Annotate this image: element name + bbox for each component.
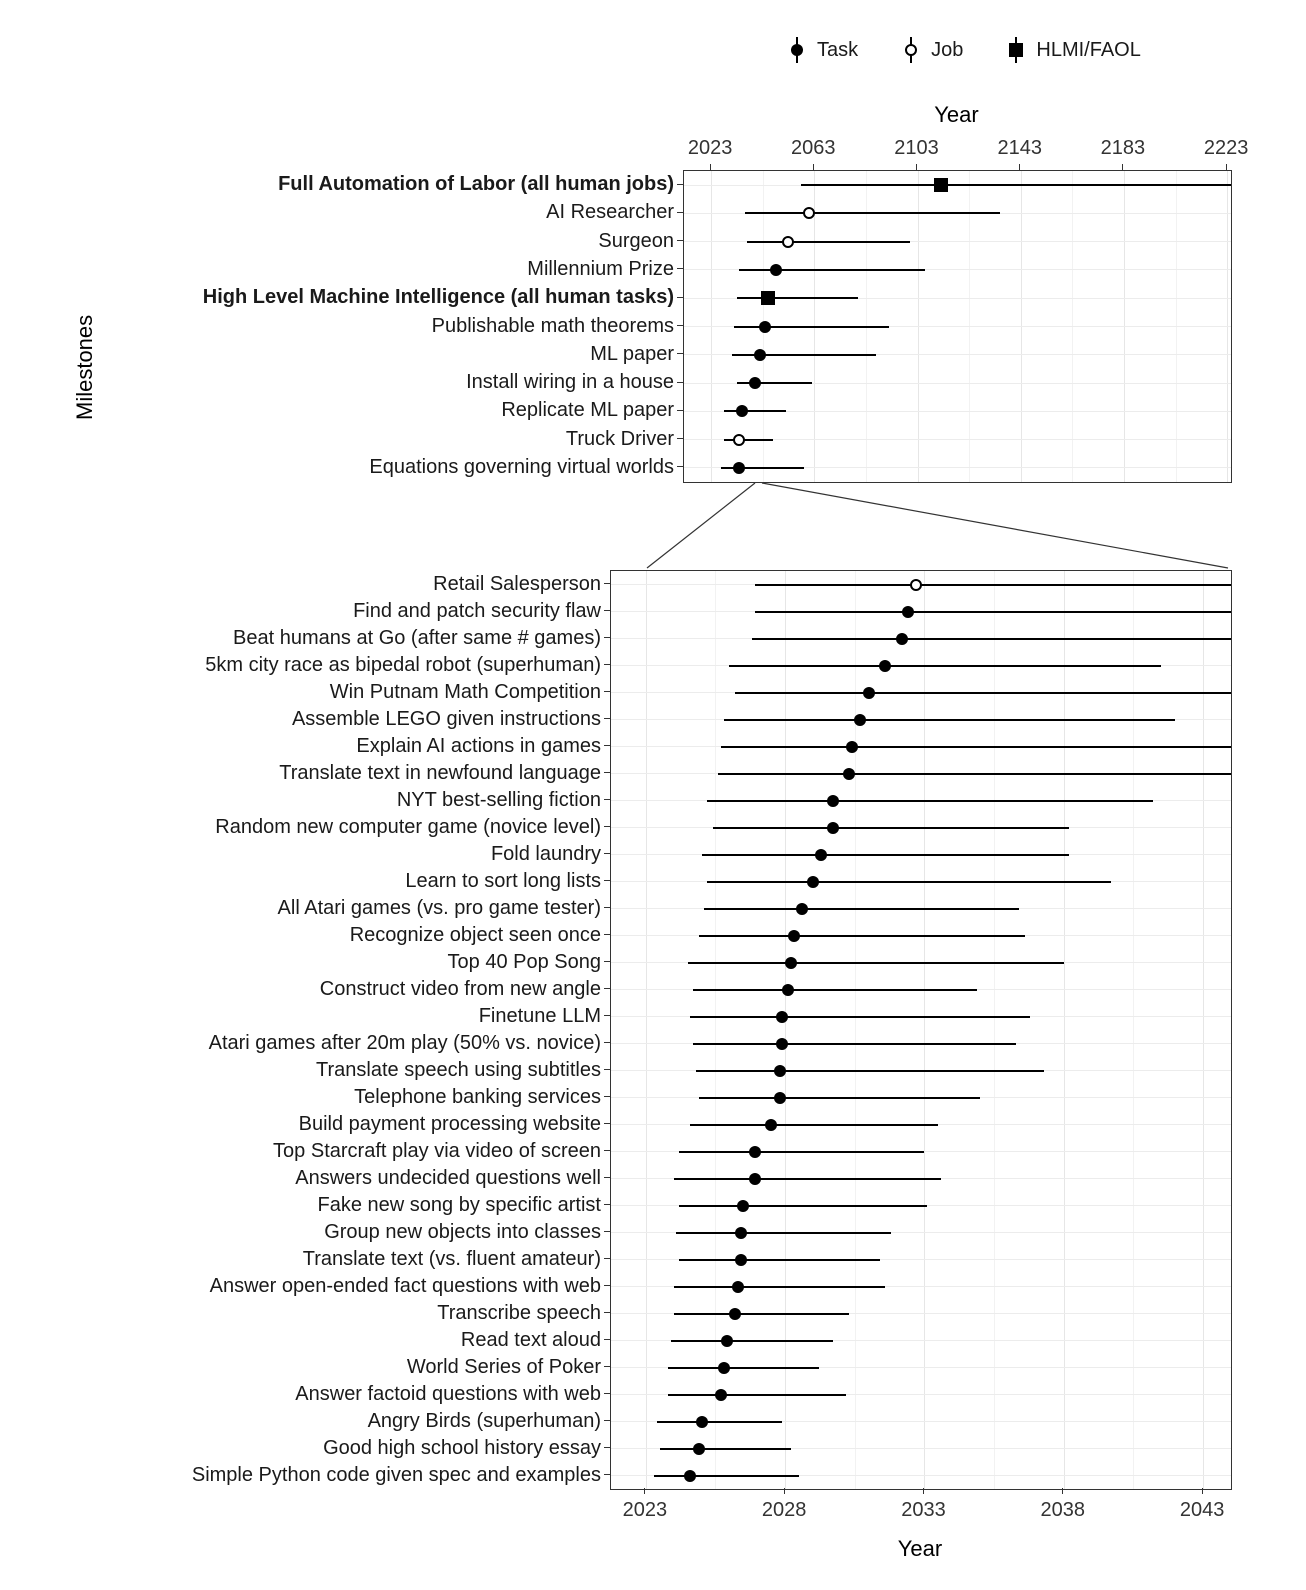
y-tick-mark	[604, 1447, 610, 1448]
milestone-marker-task	[776, 1038, 788, 1050]
milestone-label: Find and patch security flaw	[353, 599, 601, 622]
major-gridline	[924, 571, 925, 1489]
x-tick-label: 2028	[761, 1499, 807, 1521]
milestone-label: Telephone banking services	[354, 1085, 601, 1108]
y-axis-title: Milestones	[72, 314, 97, 420]
milestone-range	[679, 1151, 924, 1153]
milestone-label: Surgeon	[598, 229, 674, 252]
milestone-label: Top Starcraft play via video of screen	[273, 1139, 601, 1162]
milestone-marker-job	[910, 579, 922, 591]
milestone-label: Equations governing virtual worlds	[369, 455, 674, 478]
y-tick-mark	[604, 718, 610, 719]
milestone-label: Publishable math theorems	[431, 314, 674, 337]
y-tick-mark	[604, 772, 610, 773]
y-tick-mark	[677, 297, 683, 298]
y-tick-mark	[604, 934, 610, 935]
milestone-marker-task	[854, 714, 866, 726]
x-tick-mark	[1122, 164, 1123, 170]
milestone-range	[699, 935, 1025, 937]
legend-item-hlmi-faol	[1005, 35, 1140, 65]
milestone-label: Good high school history essay	[323, 1436, 601, 1459]
legend-label-job: Job	[931, 38, 964, 61]
legend-label-hlmi-faol: HLMI/FAOL	[1036, 38, 1141, 61]
y-tick-mark	[604, 988, 610, 989]
x-tick-label: 2038	[1040, 1499, 1086, 1521]
milestone-marker-job	[782, 236, 794, 248]
y-tick-mark	[604, 745, 610, 746]
y-tick-mark	[677, 325, 683, 326]
milestone-marker-task	[735, 1227, 747, 1239]
milestone-label: Millennium Prize	[527, 257, 674, 280]
milestone-range	[668, 1394, 846, 1396]
milestone-marker-task	[843, 768, 855, 780]
milestone-label: Read text aloud	[460, 1328, 601, 1351]
milestone-label: Simple Python code given spec and examples	[191, 1463, 601, 1486]
milestone-label: Fold laundry	[490, 842, 601, 865]
milestone-label: Retail Salesperson	[433, 572, 601, 595]
milestone-range	[752, 638, 1232, 640]
milestone-label: Learn to sort long lists	[405, 869, 601, 892]
y-tick-mark	[604, 1015, 610, 1016]
minor-gridline	[715, 571, 716, 1489]
y-tick-mark	[604, 1231, 610, 1232]
milestone-range	[724, 439, 773, 441]
y-tick-mark	[604, 1474, 610, 1475]
milestone-marker-task	[749, 377, 761, 389]
x-tick-label: 2183	[1100, 137, 1146, 159]
y-tick-mark	[677, 268, 683, 269]
milestone-range	[676, 1232, 891, 1234]
x-tick-mark	[710, 164, 711, 170]
milestone-marker-job	[733, 434, 745, 446]
milestone-marker-task	[749, 1173, 761, 1185]
milestone-marker-task	[696, 1416, 708, 1428]
milestone-label: NYT best-selling fiction	[396, 788, 601, 811]
milestone-label: Build payment processing website	[298, 1112, 601, 1135]
milestone-label: Atari games after 20m play (50% vs. novice)	[208, 1031, 601, 1054]
milestone-marker-task	[788, 930, 800, 942]
milestone-range	[668, 1367, 818, 1369]
milestone-label: Random new computer game (novice level)	[215, 815, 601, 838]
milestone-range	[724, 719, 1175, 721]
milestone-label: Beat humans at Go (after same # games)	[233, 626, 601, 649]
milestone-range	[707, 800, 1153, 802]
milestone-marker-task	[902, 606, 914, 618]
milestone-marker-task	[733, 462, 745, 474]
milestone-label: Translate speech using subtitles	[316, 1058, 601, 1081]
milestone-marker-task	[846, 741, 858, 753]
x-tick-label: 2063	[791, 137, 836, 159]
milestone-range	[718, 773, 1232, 775]
milestone-range	[735, 692, 1232, 694]
milestone-marker-task	[896, 633, 908, 645]
y-tick-mark	[677, 240, 683, 241]
milestone-label: Top 40 Pop Song	[447, 950, 601, 973]
y-tick-mark	[604, 1123, 610, 1124]
milestone-marker-task	[754, 349, 766, 361]
milestone-range	[707, 881, 1111, 883]
milestone-range	[734, 326, 889, 328]
milestone-label: Answers undecided questions well	[295, 1166, 601, 1189]
milestone-range	[745, 212, 1000, 214]
y-tick-mark	[677, 212, 683, 213]
y-tick-mark	[604, 1420, 610, 1421]
milestone-label: Replicate ML paper	[501, 399, 674, 422]
milestone-range	[755, 584, 1233, 586]
milestone-label: AI Researcher	[546, 201, 674, 224]
milestone-label: Install wiring in a house	[466, 371, 674, 394]
y-tick-mark	[677, 382, 683, 383]
milestone-marker-task	[736, 405, 748, 417]
milestone-marker-task	[807, 876, 819, 888]
milestone-range	[724, 410, 786, 412]
milestone-marker-task	[785, 957, 797, 969]
milestone-label: Translate text in newfound language	[279, 761, 601, 784]
x-tick-label: 2103	[894, 137, 939, 159]
milestone-marker-task	[737, 1200, 749, 1212]
hlmi-faol-marker-icon	[1005, 35, 1027, 65]
milestone-marker-task	[827, 822, 839, 834]
y-tick-mark	[677, 353, 683, 354]
milestone-range	[679, 1259, 880, 1261]
milestone-range	[693, 989, 977, 991]
milestone-label: Recognize object seen once	[349, 923, 601, 946]
milestone-range	[679, 1205, 927, 1207]
y-tick-mark	[604, 826, 610, 827]
minor-gridline	[855, 571, 856, 1489]
milestone-marker-task	[718, 1362, 730, 1374]
x-tick-mark	[1202, 1488, 1203, 1494]
y-tick-mark	[604, 1204, 610, 1205]
y-tick-mark	[604, 1150, 610, 1151]
milestone-range	[704, 908, 1019, 910]
milestone-range	[739, 269, 925, 271]
milestone-label: Group new objects into classes	[324, 1220, 601, 1243]
milestone-label: All Atari games (vs. pro game tester)	[277, 896, 601, 919]
milestone-marker-task	[774, 1065, 786, 1077]
x-tick-label: 2033	[901, 1499, 946, 1521]
y-tick-mark	[604, 637, 610, 638]
milestone-marker-task	[749, 1146, 761, 1158]
top-x-axis-title: Year	[934, 102, 979, 127]
y-tick-mark	[677, 184, 683, 185]
milestone-label: Answer open-ended fact questions with web	[209, 1274, 601, 1297]
y-tick-mark	[604, 907, 610, 908]
milestone-label: Fake new song by specific artist	[317, 1193, 601, 1216]
y-tick-mark	[604, 1258, 610, 1259]
job-marker-icon	[900, 35, 922, 65]
milestone-label: ML paper	[590, 342, 674, 365]
x-tick-mark	[1226, 164, 1227, 170]
milestone-marker-task	[729, 1308, 741, 1320]
major-gridline	[785, 571, 786, 1489]
milestone-label: Explain AI actions in games	[356, 734, 601, 757]
y-tick-mark	[604, 610, 610, 611]
milestone-marker-task	[863, 687, 875, 699]
minor-gridline	[994, 571, 995, 1489]
x-tick-label: 2023	[622, 1499, 668, 1521]
milestone-marker-task	[735, 1254, 747, 1266]
milestone-marker-task	[782, 984, 794, 996]
milestone-range	[674, 1178, 942, 1180]
y-tick-mark	[604, 1285, 610, 1286]
major-gridline	[646, 571, 647, 1489]
zoom-panel	[610, 570, 1232, 1490]
milestone-range	[671, 1340, 833, 1342]
milestone-range	[737, 297, 858, 299]
y-tick-mark	[604, 1042, 610, 1043]
milestone-range	[690, 1124, 938, 1126]
y-tick-mark	[604, 880, 610, 881]
major-gridline	[1064, 571, 1065, 1489]
y-tick-mark	[604, 1312, 610, 1313]
y-tick-mark	[604, 664, 610, 665]
milestone-marker-task	[770, 264, 782, 276]
milestone-marker-task	[759, 321, 771, 333]
legend-item-job	[900, 35, 963, 65]
y-tick-mark	[604, 853, 610, 854]
milestone-marker-task	[721, 1335, 733, 1347]
legend-label-task: Task	[817, 38, 859, 61]
y-tick-mark	[604, 961, 610, 962]
x-tick-mark	[644, 1488, 645, 1494]
x-tick-label: 2023	[687, 137, 733, 159]
x-tick-mark	[1019, 164, 1020, 170]
milestone-range	[688, 962, 1064, 964]
legend-item-task	[786, 35, 858, 65]
y-tick-mark	[604, 1366, 610, 1367]
milestone-marker-hlmi	[934, 178, 948, 192]
milestone-label: Finetune LLM	[478, 1004, 601, 1027]
milestone-marker-task	[827, 795, 839, 807]
x-tick-mark	[923, 1488, 924, 1494]
milestone-range	[721, 746, 1232, 748]
y-tick-mark	[604, 1393, 610, 1394]
bottom-x-axis-title: Year	[897, 1536, 943, 1561]
milestone-label: Win Putnam Math Competition	[329, 680, 601, 703]
milestone-range	[713, 827, 1070, 829]
milestone-label: Answer factoid questions with web	[295, 1382, 601, 1405]
milestone-marker-task	[765, 1119, 777, 1131]
y-tick-mark	[677, 438, 683, 439]
milestone-marker-task	[815, 849, 827, 861]
minor-gridline	[1133, 571, 1134, 1489]
y-tick-mark	[604, 691, 610, 692]
milestone-marker-task	[879, 660, 891, 672]
milestone-range	[674, 1313, 850, 1315]
milestone-label: Angry Birds (superhuman)	[367, 1409, 601, 1432]
milestone-range	[729, 665, 1161, 667]
x-tick-label: 2143	[997, 137, 1042, 159]
milestone-range	[702, 854, 1070, 856]
overview-panel	[683, 170, 1232, 483]
milestone-label: Construct video from new angle	[319, 977, 601, 1000]
y-tick-mark	[604, 1096, 610, 1097]
milestone-marker-task	[715, 1389, 727, 1401]
x-tick-label: 2043	[1179, 1499, 1225, 1521]
milestone-label: 5km city race as bipedal robot (superhuman)	[205, 653, 601, 676]
milestone-range	[690, 1016, 1030, 1018]
y-tick-mark	[604, 1069, 610, 1070]
milestone-label: World Series of Poker	[406, 1355, 601, 1378]
milestone-marker-task	[774, 1092, 786, 1104]
milestone-range	[674, 1286, 886, 1288]
milestone-range	[747, 241, 910, 243]
milestone-range	[699, 1097, 980, 1099]
x-tick-mark	[916, 164, 917, 170]
milestone-label: Truck Driver	[565, 427, 674, 450]
milestone-range	[654, 1475, 799, 1477]
y-tick-mark	[604, 1339, 610, 1340]
milestone-range	[660, 1448, 791, 1450]
milestone-label: Assemble LEGO given instructions	[291, 707, 601, 730]
legend	[786, 26, 1141, 74]
milestone-range	[657, 1421, 782, 1423]
milestone-label: High Level Machine Intelligence (all human tasks)	[202, 286, 674, 309]
y-tick-mark	[604, 583, 610, 584]
milestone-marker-task	[684, 1470, 696, 1482]
task-marker-icon	[786, 35, 808, 65]
x-tick-mark	[1062, 1488, 1063, 1494]
milestone-marker-task	[732, 1281, 744, 1293]
milestone-label: Full Automation of Labor (all human jobs)	[278, 173, 674, 196]
y-tick-mark	[604, 799, 610, 800]
milestone-label: Transcribe speech	[437, 1301, 601, 1324]
milestone-range	[755, 611, 1233, 613]
y-tick-mark	[677, 410, 683, 411]
milestone-range	[696, 1070, 1044, 1072]
milestone-marker-task	[776, 1011, 788, 1023]
milestone-marker-task	[796, 903, 808, 915]
y-tick-mark	[604, 1177, 610, 1178]
x-tick-label: 2223	[1203, 137, 1249, 159]
milestone-marker-hlmi	[761, 291, 775, 305]
milestone-range	[693, 1043, 1016, 1045]
y-tick-mark	[677, 466, 683, 467]
major-gridline	[1203, 571, 1204, 1489]
x-tick-mark	[784, 1488, 785, 1494]
milestone-range	[801, 184, 1232, 186]
x-tick-mark	[813, 164, 814, 170]
milestone-label: Translate text (vs. fluent amateur)	[302, 1247, 601, 1270]
milestone-marker-task	[693, 1443, 705, 1455]
